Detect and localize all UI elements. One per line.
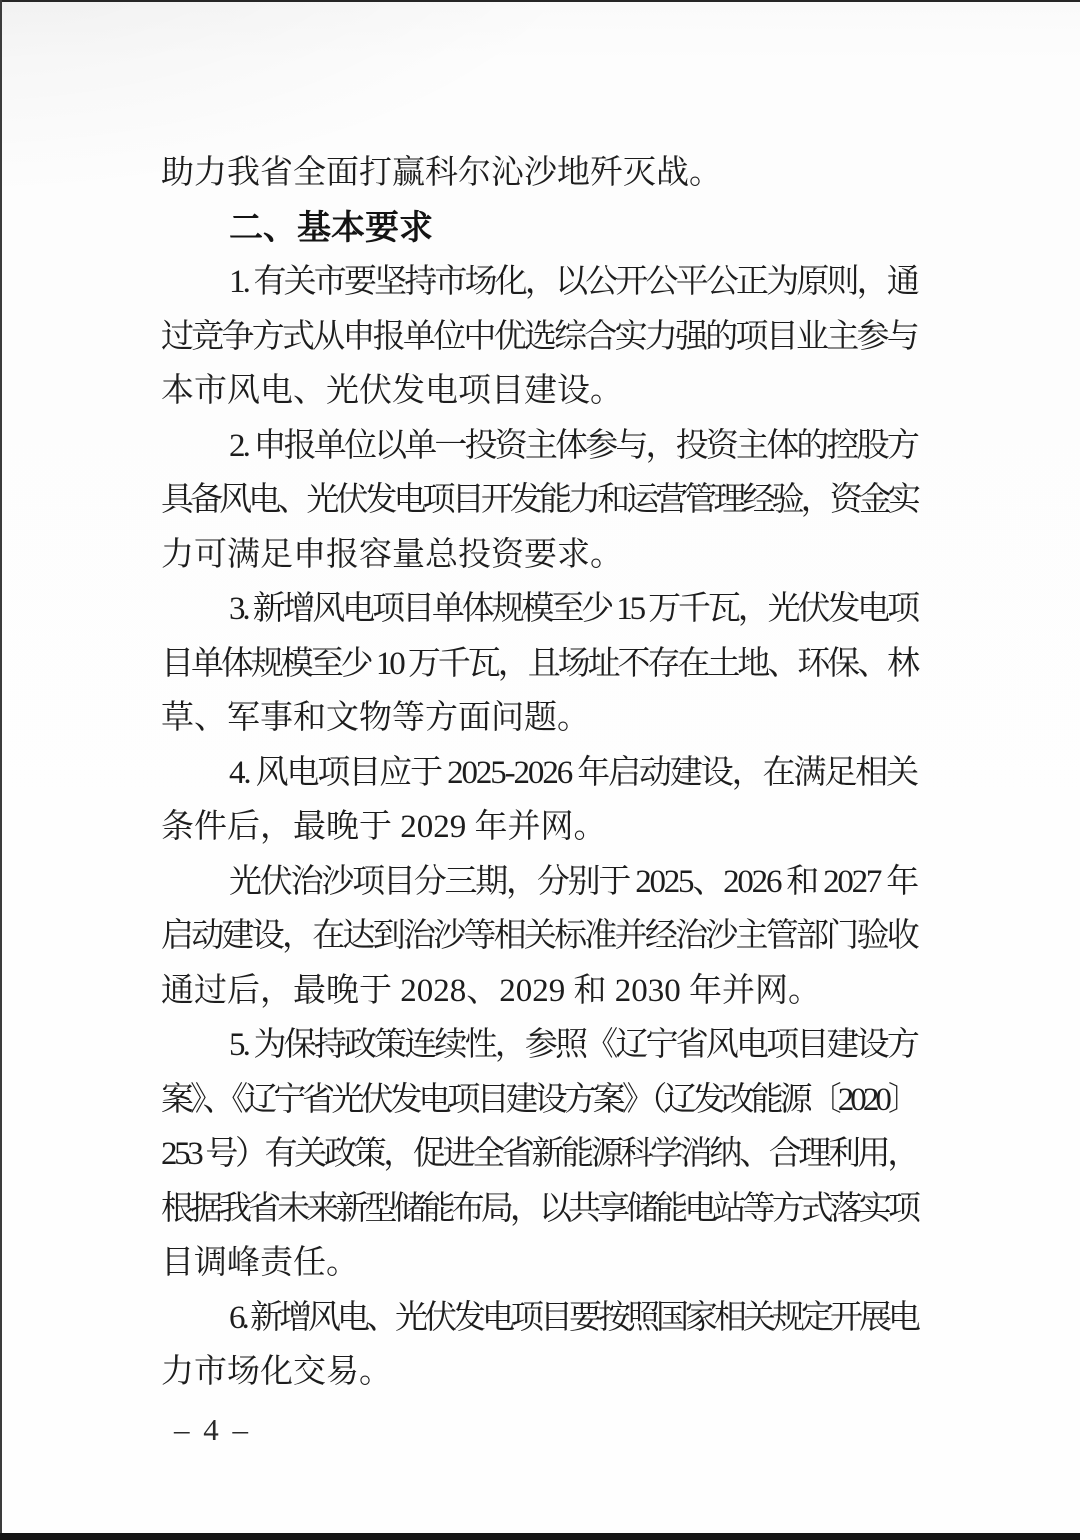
scan-bottom-edge [0,1533,1080,1540]
text-line: 通过后，最晚于 2028、2029 和 2030 年并网。 [161,972,821,1009]
section-heading: 二、基本要求 [229,208,433,247]
page-number: – 4 – [174,1412,251,1447]
text-line: 本市风电、光伏发电项目建设。 [161,373,623,409]
text-line: 过竞争方式从申报单位中优选综合实力强的项目业主参与 [161,318,917,355]
text-line: 253 号）有关政策，促进全省新能源科学消纳、合理利用， [161,1136,917,1172]
scan-left-edge [0,0,2,1540]
text-line: 目单体规模至少 10 万千瓦，且场址不存在土地、环保、林 [161,645,917,682]
text-line: 具备风电、光伏发电项目开发能力和运营管理经验，资金实 [161,482,917,518]
text-line: 根据我省未来新型储能布局，以共享储能电站等方式落实项 [161,1190,917,1227]
scan-top-edge [0,0,1080,2]
text-line: 力可满足申报容量总投资要求。 [161,536,623,573]
text-line: 光伏治沙项目分三期，分别于 2025、2026 和 2027 年 [229,863,917,900]
text-line: 草、军事和文物等方面问题。 [161,700,590,736]
text-line: 条件后，最晚于 2029 年并网。 [161,809,607,845]
document-body [161,146,917,1400]
text-line: 助力我省全面打赢科尔沁沙地歼灭战。 [161,155,722,191]
text-line: 6. 新增风电、光伏发电项目要按照国家相关规定开展电 [229,1299,917,1336]
text-line: 目调峰责任。 [161,1245,359,1281]
text-line: 4. 风电项目应于 2025-2026 年启动建设，在满足相关 [229,754,917,791]
text-line: 3. 新增风电项目单体规模至少 15 万千瓦，光伏发电项 [229,591,917,627]
text-line: 1. 有关市要坚持市场化，以公开公平公正为原则，通 [229,264,917,300]
text-line: 2. 申报单位以单一投资主体参与，投资主体的控股方 [229,427,917,464]
text-line: 力市场化交易。 [161,1354,392,1390]
text-line: 启动建设，在达到治沙等相关标准并经治沙主管部门验收 [161,918,917,954]
text-line: 案》、《辽宁省光伏发电项目建设方案》（辽发改能源〔2020〕 [161,1081,917,1118]
text-line: 5. 为保持政策连续性，参照《辽宁省风电项目建设方 [229,1027,917,1063]
